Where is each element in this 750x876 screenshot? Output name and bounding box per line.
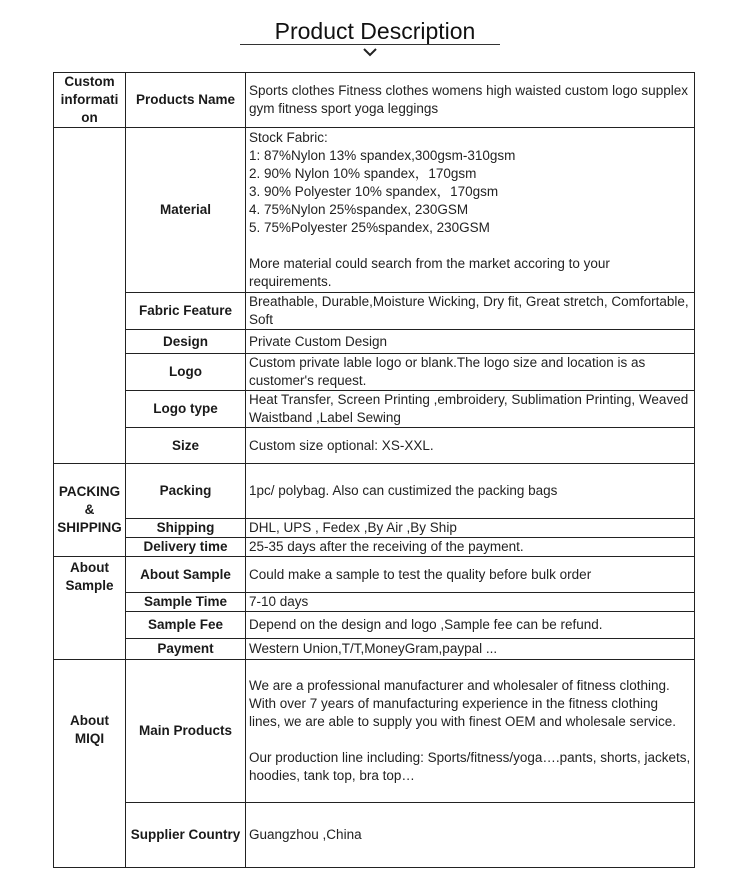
table-row xyxy=(54,519,695,538)
material-line: 5. 75%Polyester 25%spandex, 230GSM xyxy=(249,220,490,235)
label-logo-type: Logo type xyxy=(126,391,246,428)
label-sample-fee: Sample Fee xyxy=(126,612,246,639)
label-size: Size xyxy=(126,428,246,464)
table-row xyxy=(54,293,695,330)
table-row xyxy=(54,803,695,868)
label-fabric-feature: Fabric Feature xyxy=(126,293,246,330)
value-delivery-time: 25-35 days after the receiving of the payment. xyxy=(246,538,695,557)
label-material: Material xyxy=(126,128,246,293)
page-title: Product Description xyxy=(274,18,476,44)
table-row xyxy=(54,464,695,519)
value-material xyxy=(246,128,695,293)
category-packing-shipping: PACKING & SHIPPING xyxy=(54,464,126,557)
value-sample-time: 7-10 days xyxy=(246,593,695,612)
table-row xyxy=(54,593,695,612)
product-spec-table xyxy=(53,72,695,868)
material-note: More material could search from the market accoring to your requirements. xyxy=(249,256,610,289)
value-design: Private Custom Design xyxy=(246,330,695,354)
value-main-products xyxy=(246,660,695,803)
material-line: 3. 90% Polyester 10% spandex，170gsm xyxy=(249,184,499,199)
label-shipping: Shipping xyxy=(126,519,246,538)
table-row xyxy=(54,391,695,428)
chevron-down-icon xyxy=(362,46,378,58)
label-payment: Payment xyxy=(126,639,246,660)
value-about-sample: Could make a sample to test the quality before bulk order xyxy=(246,557,695,593)
value-products-name: Sports clothes Fitness clothes womens high waisted custom logo supplex gym fitness sport yoga leggings xyxy=(246,73,695,128)
material-line: 2. 90% Nylon 10% spandex，170gsm xyxy=(249,166,477,181)
main-products-paragraph: We are a professional manufacturer and wholesaler of fitness clothing. With over 7 years of manufacturing experience in the fitness clothing lines, we are able to supply you with finest OEM and wholesale service. xyxy=(249,678,676,729)
label-main-products: Main Products xyxy=(126,660,246,803)
value-size: Custom size optional: XS-XXL. xyxy=(246,428,695,464)
value-supplier-country: Guangzhou ,China xyxy=(246,803,695,868)
value-fabric-feature: Breathable, Durable,Moisture Wicking, Dry fit, Great stretch, Comfortable, Soft xyxy=(246,293,695,330)
value-logo: Custom private lable logo or blank.The logo size and location is as customer's request. xyxy=(246,354,695,391)
table-row xyxy=(54,557,695,593)
category-about-sample: About Sample xyxy=(54,557,126,660)
main-products-paragraph: Our production line including: Sports/fitness/yoga….pants, shorts, jackets, hoodies, tank top, bra top… xyxy=(249,750,691,783)
material-line: Stock Fabric: xyxy=(249,130,328,145)
table-row xyxy=(54,660,695,803)
category-custom-information: Custom informati on xyxy=(54,73,126,128)
label-design: Design xyxy=(126,330,246,354)
table-row xyxy=(54,538,695,557)
label-supplier-country: Supplier Country xyxy=(126,803,246,868)
value-payment: Western Union,T/T,MoneyGram,paypal ... xyxy=(246,639,695,660)
category-blank xyxy=(54,128,126,464)
label-packing: Packing xyxy=(126,464,246,519)
label-logo: Logo xyxy=(126,354,246,391)
material-line: 4. 75%Nylon 25%spandex, 230GSM xyxy=(249,202,469,217)
value-logo-type: Heat Transfer, Screen Printing ,embroidery, Sublimation Printing, Weaved Waistband ,Label Sewing xyxy=(246,391,695,428)
label-sample-time: Sample Time xyxy=(126,593,246,612)
label-products-name: Products Name xyxy=(126,73,246,128)
table-row xyxy=(54,73,695,128)
value-packing: 1pc/ polybag. Also can custimized the packing bags xyxy=(246,464,695,519)
table-row xyxy=(54,330,695,354)
table-row xyxy=(54,612,695,639)
table-row xyxy=(54,639,695,660)
table-row xyxy=(54,354,695,391)
table-row xyxy=(54,128,695,293)
title-underline xyxy=(240,44,500,45)
category-about-miqi: About MIQI xyxy=(54,660,126,868)
material-line: 1: 87%Nylon 13% spandex,300gsm-310gsm xyxy=(249,148,516,163)
value-shipping: DHL, UPS , Fedex ,By Air ,By Ship xyxy=(246,519,695,538)
label-about-sample: About Sample xyxy=(126,557,246,593)
table-row xyxy=(54,428,695,464)
value-sample-fee: Depend on the design and logo ,Sample fee can be refund. xyxy=(246,612,695,639)
label-delivery-time: Delivery time xyxy=(126,538,246,557)
